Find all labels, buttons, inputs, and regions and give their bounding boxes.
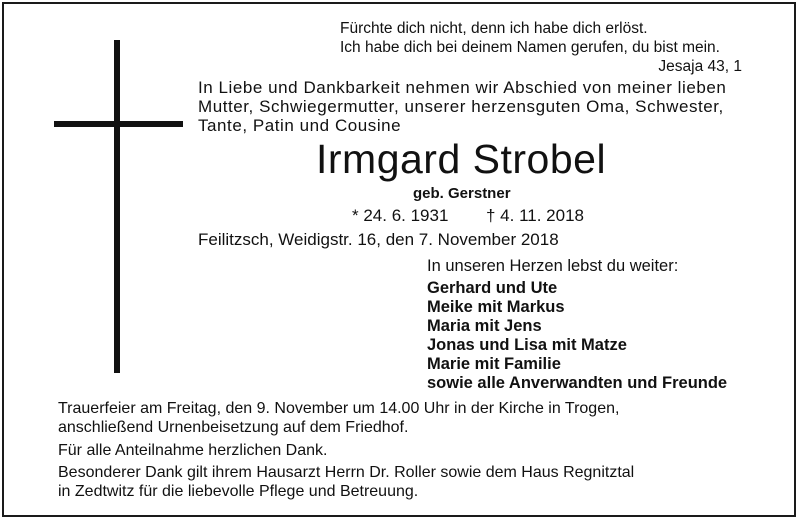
- special-thanks: [58, 463, 634, 501]
- funeral-line: Trauerfeier am Freitag, den 9. November um 14.00 Uhr in der Kirche in Trogen,: [58, 400, 620, 417]
- birth-name: geb. Gerstner: [413, 185, 511, 202]
- cross-icon: [114, 40, 120, 373]
- thanks-line: Für alle Anteilnahme herzlichen Dank.: [58, 442, 328, 459]
- birth-date: * 24. 6. 1931: [352, 206, 449, 225]
- mourner-entry: Marie mit Familie: [427, 355, 561, 373]
- bible-verse: [340, 19, 742, 76]
- mourner-entry: Gerhard und Ute: [427, 279, 558, 297]
- mourner-entry: Maria mit Jens: [427, 317, 542, 335]
- mourners-list: [427, 279, 727, 393]
- funeral-info: [58, 399, 619, 437]
- death-date: † 4. 11. 2018: [486, 206, 584, 225]
- intro-text: [198, 78, 726, 135]
- mourner-entry: Meike mit Markus: [427, 298, 565, 316]
- verse-line: Ich habe dich bei deinem Namen gerufen, du bist mein.: [340, 39, 720, 56]
- mourner-entry: Jonas und Lisa mit Matze: [427, 336, 627, 354]
- intro-line: In Liebe und Dankbarkeit nehmen wir Abschied von meiner lieben: [198, 78, 727, 97]
- special-thanks-line: in Zedtwitz für die liebevolle Pflege und Betreuung.: [58, 483, 419, 500]
- intro-line: Mutter, Schwiegermutter, unserer herzensguten Oma, Schwester,: [198, 97, 724, 116]
- cross-icon-crossbar: [54, 121, 183, 127]
- place-date: Feilitzsch, Weidigstr. 16, den 7. November 2018: [198, 230, 559, 249]
- mourners-intro: In unseren Herzen lebst du weiter:: [427, 257, 679, 275]
- special-thanks-line: Besonderer Dank gilt ihrem Hausarzt Herrn Dr. Roller sowie dem Haus Regnitztal: [58, 464, 635, 481]
- verse-line: Fürchte dich nicht, denn ich habe dich erlöst.: [340, 20, 648, 37]
- funeral-line: anschließend Urnenbeisetzung auf dem Friedhof.: [58, 419, 409, 436]
- verse-reference: Jesaja 43, 1: [658, 58, 742, 75]
- deceased-name: Irmgard Strobel: [316, 136, 607, 182]
- mourner-entry: sowie alle Anverwandten und Freunde: [427, 374, 728, 392]
- intro-line: Tante, Patin und Cousine: [198, 116, 402, 135]
